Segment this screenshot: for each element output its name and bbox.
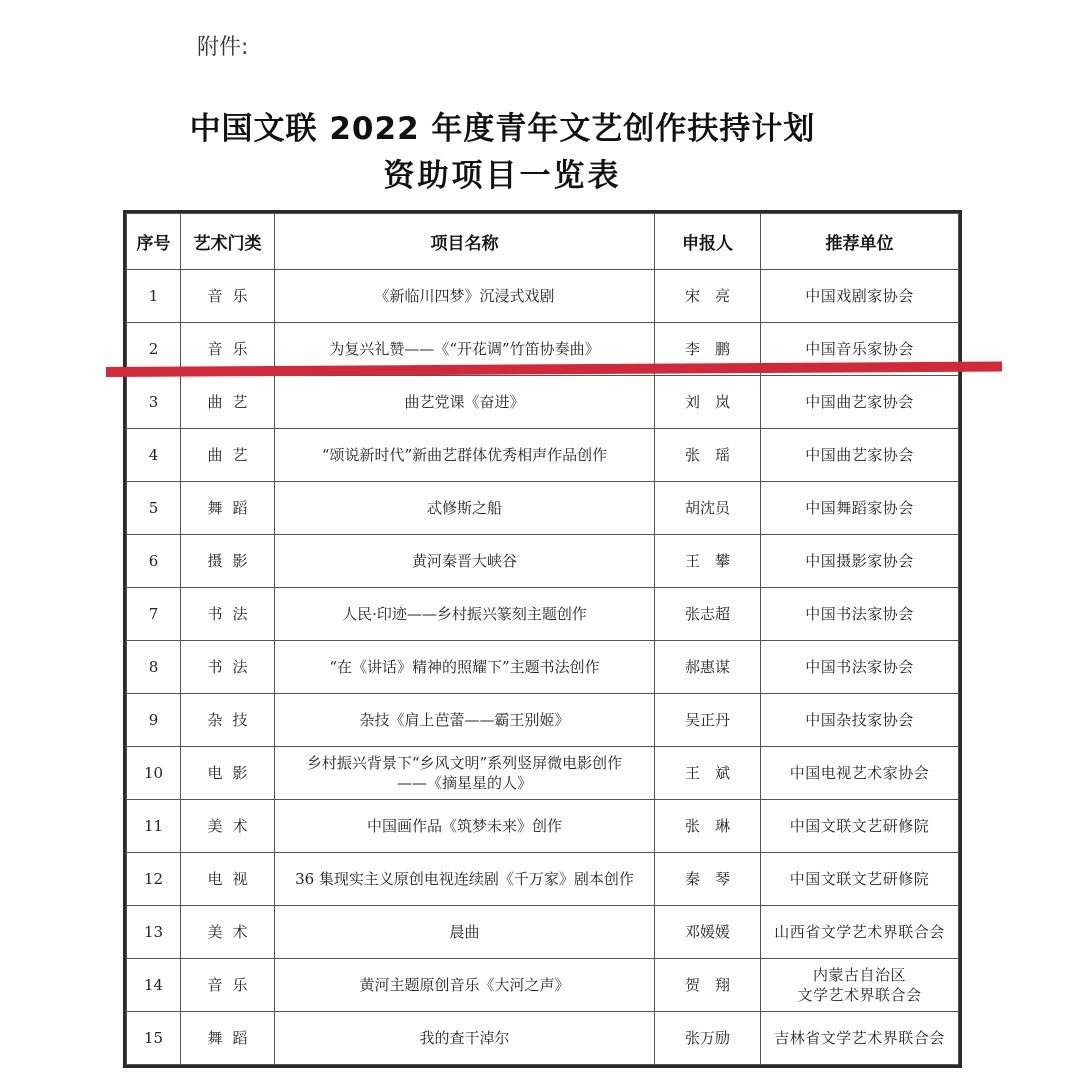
cell-number bbox=[127, 270, 181, 323]
cell-applicant-text: 胡沈员 bbox=[684, 498, 730, 517]
cell-number-text: 5 bbox=[148, 498, 159, 517]
cell-applicant bbox=[655, 800, 761, 853]
cell-number-text: 3 bbox=[148, 392, 159, 411]
cell-unit-text-line2: 文学艺术界联合会 bbox=[797, 986, 922, 1004]
cell-category bbox=[181, 747, 275, 800]
cell-project bbox=[275, 694, 655, 747]
cell-unit-text: 中国戏剧家协会 bbox=[805, 286, 914, 305]
cell-category-text: 美术 bbox=[207, 922, 258, 941]
cell-number bbox=[127, 959, 181, 1012]
cell-number-text: 6 bbox=[148, 551, 159, 570]
page-subtitle: 资助项目一览表 bbox=[383, 158, 622, 194]
cell-project-text: 为复兴礼赞——《“开花调”竹笛协奏曲》 bbox=[329, 339, 600, 358]
table-row bbox=[127, 694, 959, 747]
cell-number-text: 15 bbox=[143, 1028, 164, 1047]
cell-project bbox=[275, 588, 655, 641]
table-row bbox=[127, 482, 959, 535]
cell-unit-text: 中国杂技家协会 bbox=[805, 710, 914, 729]
cell-project bbox=[275, 641, 655, 694]
cell-category-text: 摄影 bbox=[207, 551, 258, 570]
table-row bbox=[127, 641, 959, 694]
cell-project bbox=[275, 747, 655, 800]
cell-unit bbox=[761, 641, 959, 694]
attachment-label: 附件: bbox=[197, 35, 249, 60]
cell-project bbox=[275, 906, 655, 959]
cell-category-text: 音乐 bbox=[207, 339, 258, 358]
cell-project bbox=[275, 853, 655, 906]
cell-category-text: 音乐 bbox=[207, 286, 258, 305]
cell-applicant-text: 张 瑶 bbox=[684, 445, 730, 464]
cell-unit bbox=[761, 270, 959, 323]
cell-project-text: 晨曲 bbox=[449, 922, 480, 941]
cell-unit-text: 中国曲艺家协会 bbox=[805, 392, 914, 411]
table-row bbox=[127, 588, 959, 641]
cell-project-text: 我的查干淖尔 bbox=[419, 1028, 510, 1047]
cell-number-text: 12 bbox=[143, 869, 164, 888]
cell-applicant-text: 吴正丹 bbox=[684, 710, 730, 729]
cell-applicant-text: 张万励 bbox=[684, 1028, 730, 1047]
cell-applicant bbox=[655, 429, 761, 482]
cell-unit-text: 内蒙古自治区 bbox=[812, 965, 906, 984]
cell-project-text: “在《讲话》精神的照耀下”主题书法创作 bbox=[329, 657, 600, 676]
cell-category bbox=[181, 270, 275, 323]
cell-number bbox=[127, 535, 181, 588]
cell-unit bbox=[761, 959, 959, 1012]
table-row bbox=[127, 906, 959, 959]
cell-project bbox=[275, 1012, 655, 1065]
cell-number bbox=[127, 376, 181, 429]
cell-category bbox=[181, 588, 275, 641]
cell-number bbox=[127, 800, 181, 853]
cell-number bbox=[127, 906, 181, 959]
cell-unit-text: 中国音乐家协会 bbox=[805, 339, 914, 358]
cell-applicant-text: 宋 亮 bbox=[684, 286, 730, 305]
cell-category bbox=[181, 376, 275, 429]
cell-project-text: 《新临川四梦》沉浸式戏剧 bbox=[374, 286, 555, 305]
cell-unit bbox=[761, 429, 959, 482]
cell-applicant bbox=[655, 482, 761, 535]
cell-number-text: 1 bbox=[148, 286, 159, 305]
cell-project-text: 乡村振兴背景下“乡风文明”系列竖屏微电影创作 bbox=[306, 753, 623, 772]
table-row bbox=[127, 1012, 959, 1065]
cell-category bbox=[181, 800, 275, 853]
cell-number bbox=[127, 482, 181, 535]
cell-number bbox=[127, 588, 181, 641]
cell-number-text: 2 bbox=[148, 339, 159, 358]
cell-unit bbox=[761, 535, 959, 588]
cell-category-text: 杂技 bbox=[207, 710, 258, 729]
cell-unit bbox=[761, 376, 959, 429]
cell-applicant bbox=[655, 694, 761, 747]
cell-applicant-text: 邓媛媛 bbox=[684, 922, 730, 941]
cell-applicant-text: 张志超 bbox=[684, 604, 730, 623]
header-category: 艺术门类 bbox=[181, 214, 275, 270]
cell-category-text: 电视 bbox=[207, 869, 258, 888]
cell-category-text: 音乐 bbox=[207, 975, 258, 994]
cell-category-text: 舞蹈 bbox=[207, 1028, 258, 1047]
cell-category bbox=[181, 853, 275, 906]
table-row bbox=[127, 747, 959, 800]
cell-applicant-text: 张 琳 bbox=[684, 816, 730, 835]
cell-number-text: 14 bbox=[143, 975, 164, 994]
cell-category bbox=[181, 694, 275, 747]
cell-category-text: 美术 bbox=[207, 816, 258, 835]
cell-project bbox=[275, 535, 655, 588]
cell-unit-text: 中国电视艺术家协会 bbox=[789, 763, 930, 782]
cell-unit-text: 中国文联文艺研修院 bbox=[789, 869, 930, 888]
cell-applicant-text: 李 鹏 bbox=[684, 339, 730, 358]
cell-project bbox=[275, 376, 655, 429]
cell-number-text: 10 bbox=[143, 763, 164, 782]
cell-category-text: 电影 bbox=[207, 763, 258, 782]
cell-number-text: 9 bbox=[148, 710, 159, 729]
cell-number bbox=[127, 1012, 181, 1065]
cell-applicant-text: 秦 琴 bbox=[684, 869, 730, 888]
cell-applicant bbox=[655, 270, 761, 323]
cell-applicant bbox=[655, 641, 761, 694]
cell-unit bbox=[761, 906, 959, 959]
cell-unit bbox=[761, 800, 959, 853]
cell-number-text: 4 bbox=[148, 445, 159, 464]
cell-applicant-text: 刘 岚 bbox=[684, 392, 730, 411]
cell-category-text: 书法 bbox=[207, 604, 258, 623]
cell-project-text: 黄河主题原创音乐《大河之声》 bbox=[359, 975, 570, 994]
cell-number-text: 11 bbox=[143, 816, 164, 835]
cell-project-text: 中国画作品《筑梦未来》创作 bbox=[366, 816, 562, 835]
cell-unit-text: 中国曲艺家协会 bbox=[805, 445, 914, 464]
cell-number-text: 7 bbox=[148, 604, 159, 623]
cell-category bbox=[181, 429, 275, 482]
cell-category bbox=[181, 641, 275, 694]
cell-category bbox=[181, 959, 275, 1012]
cell-unit-text: 山西省文学艺术界联合会 bbox=[774, 922, 945, 941]
cell-unit-text: 吉林省文学艺术界联合会 bbox=[774, 1028, 945, 1047]
cell-project-text: 黄河秦晋大峡谷 bbox=[411, 551, 517, 570]
cell-category bbox=[181, 535, 275, 588]
cell-unit bbox=[761, 1012, 959, 1065]
cell-applicant bbox=[655, 588, 761, 641]
cell-number bbox=[127, 694, 181, 747]
cell-project bbox=[275, 270, 655, 323]
cell-unit bbox=[761, 747, 959, 800]
cell-applicant bbox=[655, 747, 761, 800]
cell-unit bbox=[761, 588, 959, 641]
cell-category bbox=[181, 1012, 275, 1065]
cell-number-text: 13 bbox=[143, 922, 164, 941]
cell-unit-text: 中国文联文艺研修院 bbox=[789, 816, 930, 835]
table-row bbox=[127, 800, 959, 853]
cell-applicant-text: 贺 翔 bbox=[684, 975, 730, 994]
cell-applicant bbox=[655, 853, 761, 906]
cell-project-text-line2: ——《摘星星的人》 bbox=[396, 774, 532, 792]
cell-unit-text: 中国书法家协会 bbox=[805, 604, 914, 623]
cell-project bbox=[275, 482, 655, 535]
cell-applicant bbox=[655, 959, 761, 1012]
cell-unit-text: 中国摄影家协会 bbox=[805, 551, 914, 570]
cell-applicant-text: 郝惠谋 bbox=[684, 657, 730, 676]
cell-category-text: 曲艺 bbox=[207, 445, 258, 464]
header-unit: 推荐单位 bbox=[761, 214, 959, 270]
cell-project bbox=[275, 800, 655, 853]
header-project: 项目名称 bbox=[275, 214, 655, 270]
cell-project-text: 杂技《肩上芭蕾——霸王别姬》 bbox=[359, 710, 570, 729]
cell-project-text: 曲艺党课《奋进》 bbox=[404, 392, 525, 411]
cell-unit bbox=[761, 853, 959, 906]
cell-number bbox=[127, 747, 181, 800]
cell-unit bbox=[761, 694, 959, 747]
table-row bbox=[127, 959, 959, 1012]
cell-applicant bbox=[655, 376, 761, 429]
cell-number bbox=[127, 641, 181, 694]
cell-applicant-text: 王 斌 bbox=[684, 763, 730, 782]
cell-number-text: 8 bbox=[148, 657, 159, 676]
header-number: 序号 bbox=[127, 214, 181, 270]
table-header-row bbox=[127, 214, 959, 270]
cell-project-text: 忒修斯之船 bbox=[426, 498, 502, 517]
cell-applicant bbox=[655, 906, 761, 959]
cell-category-text: 舞蹈 bbox=[207, 498, 258, 517]
cell-applicant bbox=[655, 535, 761, 588]
cell-applicant-text: 王 攀 bbox=[684, 551, 730, 570]
page-title: 中国文联 2022 年度青年文艺创作扶持计划 bbox=[189, 111, 816, 147]
cell-unit-text: 中国舞蹈家协会 bbox=[805, 498, 914, 517]
table-row bbox=[127, 853, 959, 906]
cell-project-text: 36 集现实主义原创电视连续剧《千万家》剧本创作 bbox=[295, 869, 634, 888]
table-row bbox=[127, 535, 959, 588]
cell-project-text: 人民·印迹——乡村振兴篆刻主题创作 bbox=[342, 604, 587, 623]
cell-applicant bbox=[655, 1012, 761, 1065]
cell-category-text: 书法 bbox=[207, 657, 258, 676]
cell-unit bbox=[761, 482, 959, 535]
cell-number bbox=[127, 429, 181, 482]
cell-project bbox=[275, 959, 655, 1012]
cell-project bbox=[275, 429, 655, 482]
cell-number bbox=[127, 853, 181, 906]
cell-unit-text: 中国书法家协会 bbox=[805, 657, 914, 676]
table-row bbox=[127, 429, 959, 482]
cell-category bbox=[181, 482, 275, 535]
cell-project-text: “颂说新时代”新曲艺群体优秀相声作品创作 bbox=[321, 445, 608, 464]
table-row bbox=[127, 270, 959, 323]
table-row bbox=[127, 376, 959, 429]
table-body bbox=[127, 270, 959, 1065]
projects-table bbox=[123, 210, 962, 1068]
cell-category bbox=[181, 906, 275, 959]
header-applicant: 申报人 bbox=[655, 214, 761, 270]
cell-category-text: 曲艺 bbox=[207, 392, 258, 411]
